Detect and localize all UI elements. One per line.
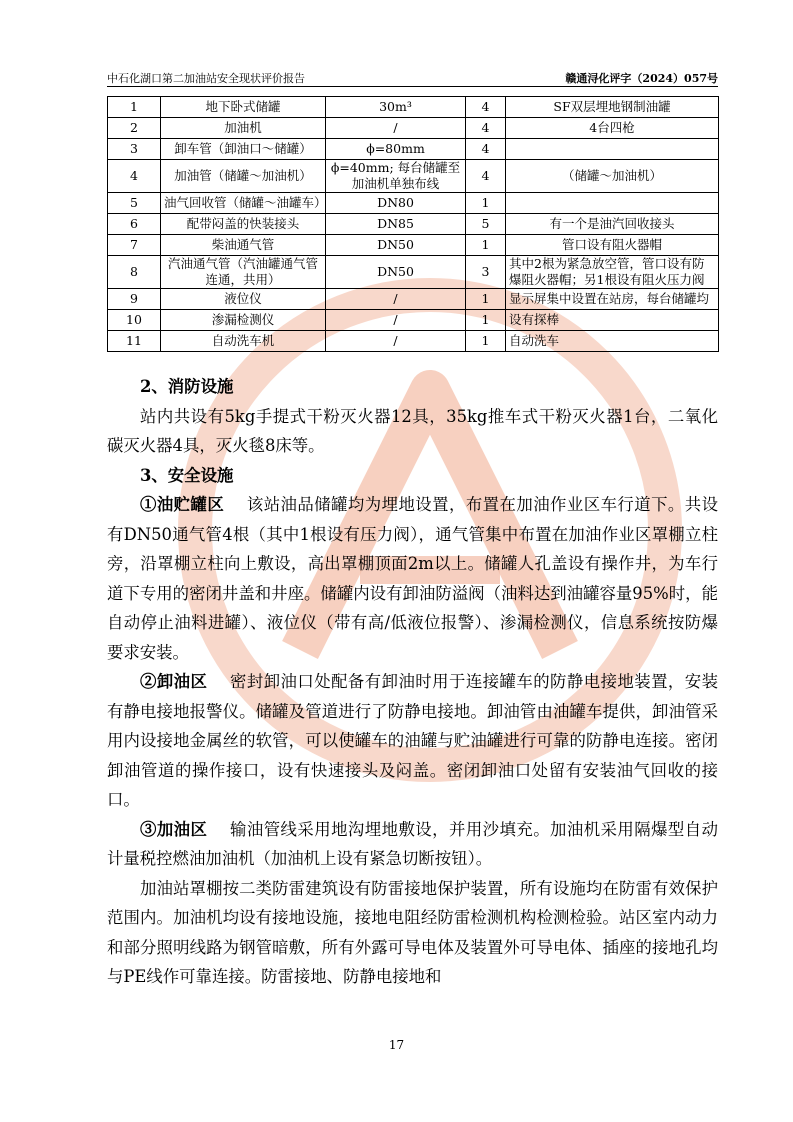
table-cell: 1: [466, 193, 506, 214]
table-cell: 9: [108, 289, 161, 310]
table-cell: 1: [108, 97, 161, 118]
equipment-table: [107, 96, 719, 352]
main-content: [107, 372, 718, 992]
header-report-number: 赣通浔化评字（2024）057号: [565, 72, 718, 85]
table-cell: 加油管（储罐～加油机）: [161, 160, 326, 193]
lightning-paragraph: 加油站罩棚按二类防雷建筑设有防雷接地保护装置，所有设施均在防雷有效保护范围内。加油机均设有接地设施，接地电阻经防雷检测机构检测检验。站区室内动力和部分照明线路为钢管暗敷，所有外露可导电体及装置外可导电体、插座的接地孔均与PE线作可靠连接。防雷接地、防静电接地和: [107, 878, 718, 986]
table-row: [108, 235, 719, 256]
table-cell: 卸车管（卸油口～储罐）: [161, 139, 326, 160]
table-cell: 柴油通气管: [161, 235, 326, 256]
fire-paragraph: 站内共设有5kg手提式干粉灭火器12具，35kg推车式干粉灭火器1台，二氧化碳灭火器4具，灭火毯8床等。: [107, 406, 718, 455]
header-report-title: 中石化湖口第二加油站安全现状评价报告: [107, 72, 305, 85]
table-cell: SF双层埋地钢制油罐: [506, 97, 719, 118]
table-cell: 30m³: [326, 97, 466, 118]
table-cell: [506, 139, 719, 160]
unload-area-text: 密封卸油口处配备有卸油时用于连接罐车的防静电接地装置，安装有静电接地报警仪。储罐及管道进行了防静电接地。卸油管由油罐车提供，卸油管采用内设接地金属丝的软管，可以使罐车的油罐与贮油罐进行可靠的防静电连接。密闭卸油管道的操作接口，设有快速接头及闷盖。密闭卸油口处留有安装油气回收的接口。: [107, 672, 719, 809]
table-cell: /: [326, 310, 466, 331]
table-cell: 2: [108, 118, 161, 139]
table-cell: DN85: [326, 214, 466, 235]
table-cell: 10: [108, 310, 161, 331]
table-row: [108, 289, 719, 310]
table-row: [108, 214, 719, 235]
table-row: [108, 97, 719, 118]
table-cell: DN80: [326, 193, 466, 214]
tank-area-title: ①油贮罐区: [140, 495, 225, 514]
table-cell: 加油机: [161, 118, 326, 139]
table-cell: 显示屏集中设置在站房，每台储罐均: [506, 289, 719, 310]
table-cell: ϕ=80mm: [326, 139, 466, 160]
table-cell: 8: [108, 256, 161, 289]
table-cell: 有一个是油汽回收接头: [506, 214, 719, 235]
table-cell: [506, 193, 719, 214]
table-cell: 汽油通气管（汽油罐通气管连通，共用）: [161, 256, 326, 289]
table-cell: 3: [108, 139, 161, 160]
table-row: [108, 193, 719, 214]
table-row: [108, 310, 719, 331]
table-cell: 4: [466, 139, 506, 160]
table-cell: 4台四枪: [506, 118, 719, 139]
table-cell: 其中2根为紧急放空管，管口设有防爆阻火器帽；另1根设有阻火压力阀: [506, 256, 719, 289]
table-cell: 5: [108, 193, 161, 214]
unload-area-paragraph: [107, 667, 718, 815]
table-cell: 1: [466, 331, 506, 352]
table-cell: 1: [466, 235, 506, 256]
table-cell: 7: [108, 235, 161, 256]
table-cell: 4: [466, 97, 506, 118]
table-cell: 液位仪: [161, 289, 326, 310]
table-cell: 4: [466, 160, 506, 193]
safety-heading: 3、安全设施: [140, 465, 234, 485]
fuel-area-text: 输油管线采用地沟埋地敷设，并用沙填充。加油机采用隔爆型自动计量税控燃油加油机（加油机上设有紧急切断按钮）。: [107, 819, 719, 868]
table-cell: 自动洗车: [506, 331, 719, 352]
fire-heading: 2、消防设施: [140, 377, 234, 396]
table-cell: 6: [108, 214, 161, 235]
table-cell: （储罐～加油机）: [506, 160, 719, 193]
table-cell: 配带闷盖的快装接头: [161, 214, 326, 235]
table-cell: 4: [108, 160, 161, 193]
table-cell: 11: [108, 331, 161, 352]
table-cell: 渗漏检测仪: [161, 310, 326, 331]
table-row: [108, 331, 719, 352]
table-cell: 管口设有阻火器帽: [506, 235, 719, 256]
unload-area-title: ②卸油区: [140, 672, 208, 691]
equipment-table-body: [108, 97, 719, 352]
page-header: [107, 70, 718, 87]
table-cell: 地下卧式储罐: [161, 97, 326, 118]
table-cell: DN50: [326, 256, 466, 289]
tank-area-text: 该站油品储罐均为埋地设置，布置在加油作业区车行道下。共设有DN50通气管4根（其中1根设有压力阀），通气管集中布置在加油作业区罩棚立柱旁，沿罩棚立柱向上敷设，高出罩棚顶面2m以上。储罐人孔盖设有操作井，为车行道下专用的密闭井盖和井座。储罐内设有卸油防溢阀（油料达到油罐容量95%时，能自动停止油料进罐）、液位仪（带有高/低液位报警）、渗漏检测仪，信息系统按防爆要求安装。: [107, 495, 719, 662]
table-row: [108, 160, 719, 193]
table-cell: 设有探棒: [506, 310, 719, 331]
table-cell: /: [326, 118, 466, 139]
table-row: [108, 256, 719, 289]
table-cell: 1: [466, 310, 506, 331]
page-number: 17: [388, 1038, 405, 1052]
table-cell: /: [326, 331, 466, 352]
table-cell: ϕ=40mm; 每台储罐至加油机单独布线: [326, 160, 466, 193]
table-cell: DN50: [326, 235, 466, 256]
table-cell: 4: [466, 118, 506, 139]
fuel-area-title: ③加油区: [140, 819, 208, 839]
table-cell: 自动洗车机: [161, 331, 326, 352]
table-cell: /: [326, 289, 466, 310]
tank-area-paragraph: [107, 490, 718, 667]
table-cell: 3: [466, 256, 506, 289]
table-cell: 油气回收管（储罐～油罐车）: [161, 193, 326, 214]
table-cell: 5: [466, 214, 506, 235]
table-cell: 1: [466, 289, 506, 310]
table-row: [108, 118, 719, 139]
table-row: [108, 139, 719, 160]
fuel-area-paragraph: [107, 815, 718, 874]
